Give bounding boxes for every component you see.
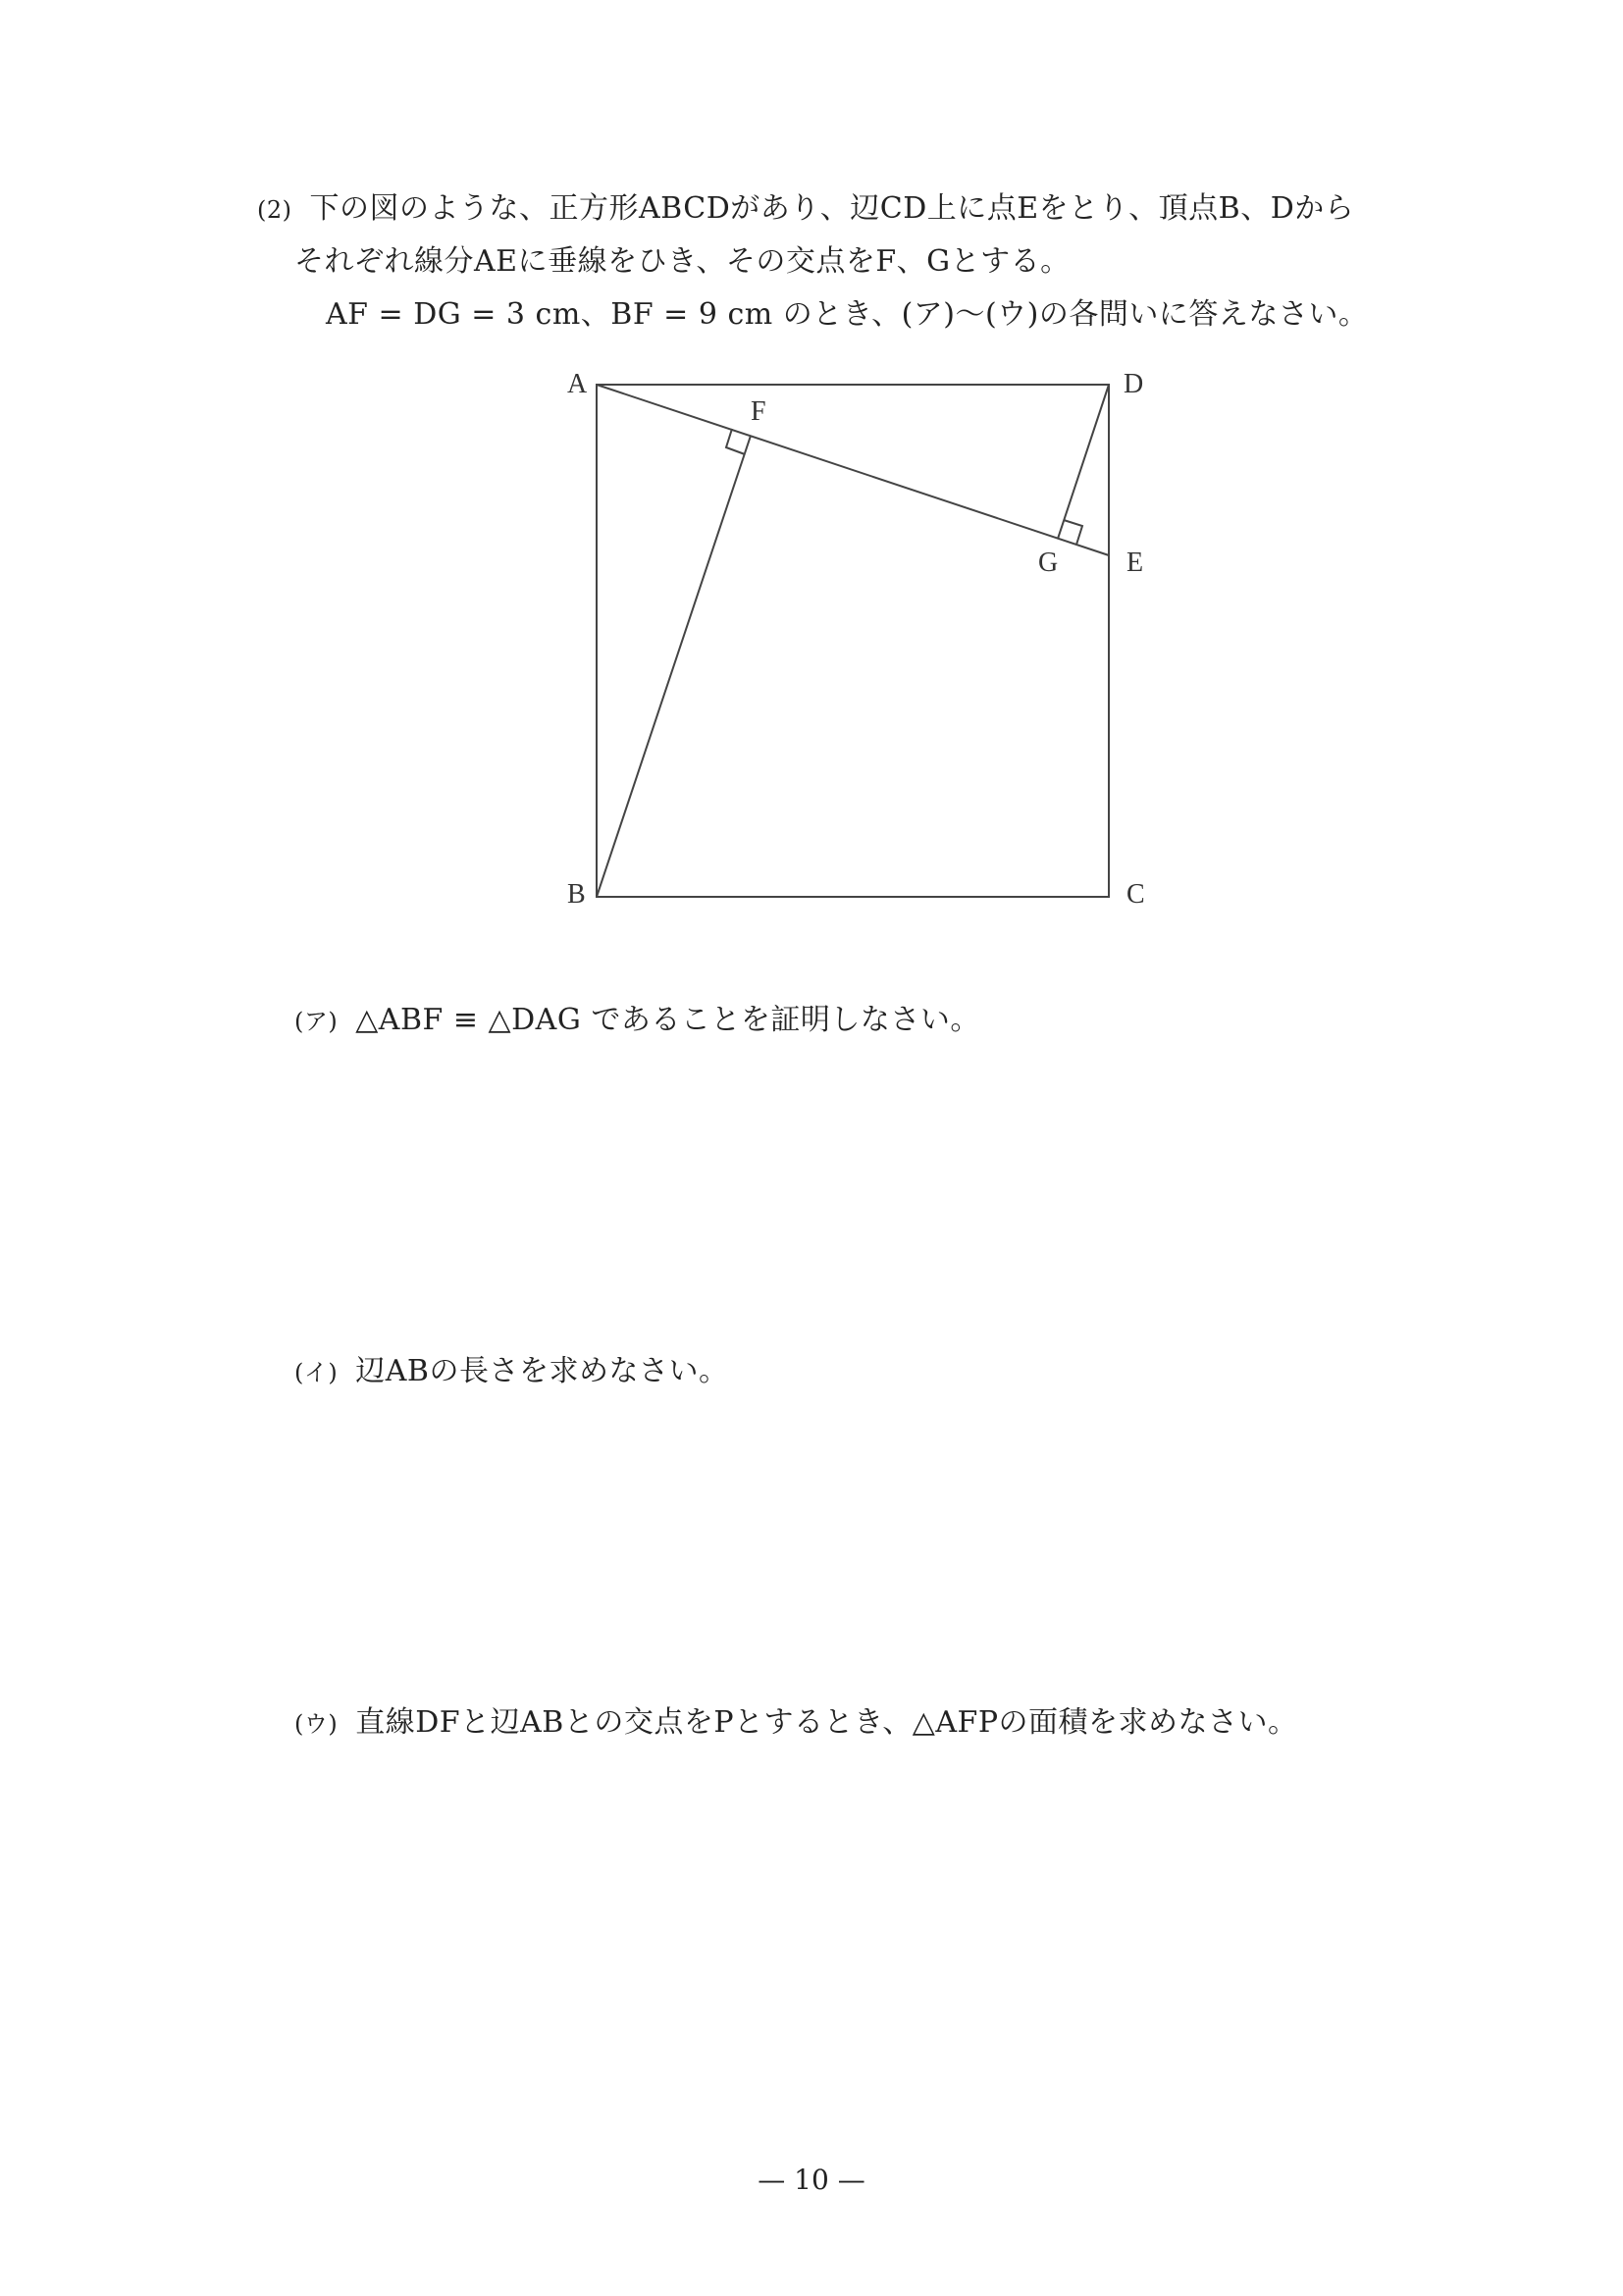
problem-number: (2) [257, 196, 292, 224]
question-a-label: (ア) [294, 1008, 339, 1035]
question-c [294, 1703, 1298, 1744]
segment-dg [1058, 385, 1109, 539]
question-b [294, 1352, 728, 1392]
geometry-diagram [530, 353, 1158, 922]
question-b-label: (イ) [294, 1359, 339, 1386]
label-g: G [1038, 548, 1059, 578]
label-b: B [567, 879, 586, 910]
segment-bf [597, 436, 751, 897]
problem-intro-line-3: AF = DG = 3 cm、BF = 9 cm のとき、(ア)〜(ウ)の各問いに答えなさい。 [326, 297, 1369, 332]
label-d: D [1124, 369, 1144, 399]
question-c-label: (ウ) [294, 1710, 339, 1738]
label-e: E [1126, 548, 1144, 578]
square-figure [530, 353, 1158, 922]
square-abcd [597, 385, 1109, 897]
segment-ae [597, 385, 1109, 555]
label-c: C [1126, 879, 1145, 910]
problem-intro-line-2: それぞれ線分AEに垂線をひき、その交点をF、Gとする。 [294, 244, 1071, 279]
problem-intro-line-1 [257, 189, 1354, 230]
problem-text-line-1: 下の図のような、正方形ABCDがあり、辺CD上に点Eをとり、頂点B、Dから [309, 191, 1355, 226]
question-b-text: 辺ABの長さを求めなさい。 [355, 1354, 729, 1388]
page-number: — 10 — [758, 2164, 865, 2196]
question-c-text: 直線DFと辺ABとの交点をPとするとき、△AFPの面積を求めなさい。 [355, 1705, 1298, 1740]
question-a [294, 1001, 980, 1041]
label-a: A [567, 369, 588, 399]
question-a-text: △ABF ≡ △DAG であることを証明しなさい。 [355, 1003, 980, 1037]
label-f: F [751, 396, 766, 427]
